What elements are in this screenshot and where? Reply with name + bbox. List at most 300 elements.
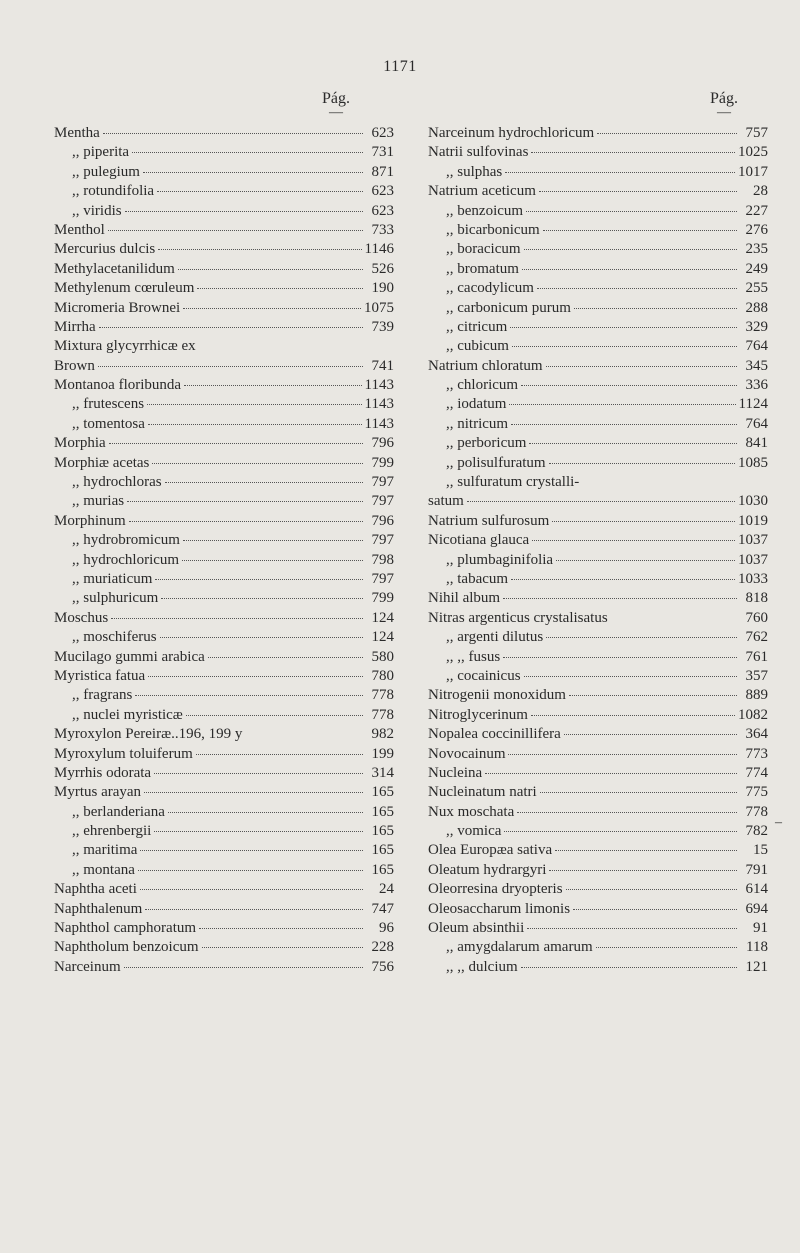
index-entry bbox=[54, 319, 394, 338]
index-entry bbox=[54, 474, 394, 493]
index-entry bbox=[54, 125, 394, 144]
index-entry bbox=[428, 532, 768, 551]
entry-name: ,, tabacum bbox=[446, 570, 509, 587]
dot-leader bbox=[527, 928, 737, 929]
entry-page: 1085 bbox=[738, 454, 768, 471]
entry-page: 796 bbox=[371, 435, 394, 452]
index-entry bbox=[428, 144, 768, 163]
entry-page: 165 bbox=[371, 784, 394, 801]
entry-name: Olea Europæa sativa bbox=[428, 842, 553, 859]
dot-leader bbox=[103, 133, 363, 134]
dot-leader bbox=[132, 152, 363, 153]
index-entry bbox=[428, 358, 768, 377]
entry-page: 364 bbox=[745, 726, 768, 743]
entry-name: ,, murias bbox=[72, 493, 125, 510]
entry-page: 782 bbox=[745, 823, 768, 840]
index-entry bbox=[428, 687, 768, 706]
dot-leader bbox=[546, 366, 737, 367]
entry-name: ,, piperita bbox=[72, 144, 130, 161]
entry-page: 797 bbox=[371, 532, 394, 549]
entry-name: Nucleinatum natri bbox=[428, 784, 537, 801]
entry-name: Nitrogenii monoxidum bbox=[428, 687, 566, 704]
dot-leader bbox=[521, 967, 737, 968]
dot-leader bbox=[138, 870, 363, 871]
index-entry bbox=[54, 261, 394, 280]
index-entry bbox=[428, 183, 768, 202]
dot-leader bbox=[98, 366, 363, 367]
entry-page: 614 bbox=[745, 881, 768, 898]
index-entry bbox=[54, 687, 394, 706]
entry-name: Naphthol camphoratum bbox=[54, 920, 197, 937]
entry-name: ,, benzoicum bbox=[446, 202, 524, 219]
index-entry bbox=[54, 513, 394, 532]
entry-page: 798 bbox=[371, 551, 394, 568]
index-entry bbox=[428, 571, 768, 590]
index-entry bbox=[428, 823, 768, 842]
entry-name: Naphthalenum bbox=[54, 900, 143, 917]
entry-page: 764 bbox=[745, 415, 768, 432]
entry-name: satum bbox=[428, 493, 464, 510]
dot-leader bbox=[508, 754, 737, 755]
dot-leader bbox=[182, 560, 363, 561]
index-entry bbox=[54, 590, 394, 609]
entry-name: Nitras argenticus crystalisatus bbox=[428, 609, 608, 626]
entry-page: 165 bbox=[371, 861, 394, 878]
dot-leader bbox=[140, 889, 363, 890]
entry-name: Oleum absinthii bbox=[428, 920, 525, 937]
index-entry bbox=[428, 338, 768, 357]
entry-name: ,, argenti dilutus bbox=[446, 629, 544, 646]
dot-leader bbox=[556, 560, 735, 561]
dot-leader bbox=[467, 501, 735, 502]
index-entry bbox=[428, 416, 768, 435]
entry-name: ,, plumbaginifolia bbox=[446, 551, 554, 568]
index-entry bbox=[54, 901, 394, 920]
entry-name: ,, perboricum bbox=[446, 435, 527, 452]
entry-page: 1143 bbox=[364, 396, 394, 413]
dot-leader bbox=[148, 424, 362, 425]
dot-leader bbox=[144, 792, 363, 793]
index-entry bbox=[428, 765, 768, 784]
entry-page: 227 bbox=[745, 202, 768, 219]
entry-name: ,, ehrenbergii bbox=[72, 823, 152, 840]
entry-page: 255 bbox=[745, 280, 768, 297]
index-entry bbox=[54, 552, 394, 571]
entry-name: Micromeria Brownei bbox=[54, 299, 181, 316]
dot-leader bbox=[178, 269, 363, 270]
entry-name: Moschus bbox=[54, 609, 109, 626]
entry-name: ,, iodatum bbox=[446, 396, 507, 413]
entry-page: 228 bbox=[371, 939, 394, 956]
dot-leader bbox=[524, 676, 737, 677]
index-entry bbox=[428, 241, 768, 260]
index-entry bbox=[428, 959, 768, 978]
entry-name: Natrium chloratum bbox=[428, 357, 543, 374]
dot-leader bbox=[158, 249, 361, 250]
dot-leader bbox=[160, 637, 363, 638]
page-number: 1171 bbox=[383, 58, 417, 75]
index-entry bbox=[54, 959, 394, 978]
dot-leader bbox=[549, 463, 735, 464]
entry-page: 1143 bbox=[364, 415, 394, 432]
entry-name: Oleosaccharum limonis bbox=[428, 900, 571, 917]
entry-name: ,, cocainicus bbox=[446, 667, 521, 684]
margin-mark: – bbox=[775, 815, 782, 830]
dot-leader bbox=[197, 288, 363, 289]
entry-page: 774 bbox=[745, 764, 768, 781]
entry-page: 841 bbox=[745, 435, 768, 452]
entry-page: 288 bbox=[745, 299, 768, 316]
entry-name: Nucleina bbox=[428, 764, 483, 781]
index-entry bbox=[428, 164, 768, 183]
dot-leader bbox=[152, 463, 363, 464]
index-entry bbox=[54, 939, 394, 958]
index-entry bbox=[428, 377, 768, 396]
entry-page: 741 bbox=[371, 357, 394, 374]
entry-page: 1037 bbox=[738, 532, 768, 549]
dot-leader bbox=[532, 540, 735, 541]
index-entry bbox=[54, 804, 394, 823]
dot-leader bbox=[511, 579, 735, 580]
dot-leader bbox=[509, 404, 735, 405]
dot-leader bbox=[147, 404, 361, 405]
entry-page: 739 bbox=[371, 318, 394, 335]
index-entry bbox=[54, 629, 394, 648]
index-entry bbox=[428, 474, 768, 493]
index-entry bbox=[428, 901, 768, 920]
dot-leader bbox=[129, 521, 363, 522]
index-entry bbox=[54, 300, 394, 319]
entry-page: 345 bbox=[745, 357, 768, 374]
entry-page: 773 bbox=[745, 745, 768, 762]
entry-page: 818 bbox=[745, 590, 768, 607]
dot-leader bbox=[186, 715, 363, 716]
entry-name: Mirrha bbox=[54, 318, 96, 335]
index-entry bbox=[54, 455, 394, 474]
dot-leader bbox=[161, 598, 363, 599]
dot-leader bbox=[183, 308, 361, 309]
entry-name: Natrii sulfovinas bbox=[428, 144, 529, 161]
entry-name: Natrium sulfurosum bbox=[428, 512, 550, 529]
dot-leader bbox=[546, 637, 737, 638]
entry-name: Montanoa floribunda bbox=[54, 377, 182, 394]
entry-name: Nux moschata bbox=[428, 803, 515, 820]
entry-page: 764 bbox=[745, 338, 768, 355]
entry-name: Nitroglycerinum bbox=[428, 706, 528, 723]
entry-page: 791 bbox=[745, 861, 768, 878]
dot-leader bbox=[539, 191, 737, 192]
entry-name: Mercurius dulcis bbox=[54, 241, 156, 258]
entry-name: ,, polisulfuratum bbox=[446, 454, 546, 471]
column-header-left bbox=[322, 90, 350, 118]
dot-leader bbox=[145, 909, 363, 910]
dot-leader bbox=[154, 773, 363, 774]
index-entry bbox=[54, 726, 394, 745]
index-entry bbox=[54, 416, 394, 435]
index-entry bbox=[54, 164, 394, 183]
entry-page: 165 bbox=[371, 823, 394, 840]
dot-leader bbox=[503, 657, 737, 658]
entry-name: ,, bicarbonicum bbox=[446, 221, 540, 238]
index-entry bbox=[54, 396, 394, 415]
dot-leader bbox=[596, 947, 737, 948]
entry-page: 799 bbox=[371, 590, 394, 607]
dot-leader bbox=[543, 230, 737, 231]
dot-leader bbox=[184, 385, 361, 386]
entry-name: ,, tomentosa bbox=[72, 415, 145, 432]
entry-page: 1017 bbox=[738, 163, 768, 180]
dot-leader bbox=[531, 715, 735, 716]
index-entry bbox=[428, 590, 768, 609]
entry-page: 1075 bbox=[364, 299, 394, 316]
entry-page: 1019 bbox=[738, 512, 768, 529]
index-entry bbox=[54, 707, 394, 726]
entry-name: ,, pulegium bbox=[72, 163, 140, 180]
index-entry bbox=[54, 144, 394, 163]
entry-name: ,, sulphas bbox=[446, 163, 503, 180]
entry-name: Mixtura glycyrrhicæ ex bbox=[54, 338, 196, 355]
index-entry bbox=[428, 552, 768, 571]
index-entry bbox=[428, 881, 768, 900]
index-entry bbox=[428, 726, 768, 745]
index-entry bbox=[54, 435, 394, 454]
entry-page: 336 bbox=[745, 377, 768, 394]
entry-page: 91 bbox=[753, 920, 768, 937]
entry-name: ,, hydrochloras bbox=[72, 474, 162, 491]
index-entry bbox=[428, 862, 768, 881]
entry-page: 1037 bbox=[738, 551, 768, 568]
entry-name: Methylacetanilidum bbox=[54, 260, 175, 277]
entry-page: 756 bbox=[371, 958, 394, 975]
entry-name: ,, sulphuricum bbox=[72, 590, 159, 607]
index-entry bbox=[54, 571, 394, 590]
index-column-left bbox=[54, 125, 394, 978]
index-entry bbox=[428, 203, 768, 222]
entry-page: 526 bbox=[371, 260, 394, 277]
entry-page: 761 bbox=[745, 648, 768, 665]
entry-name: ,, citricum bbox=[446, 318, 508, 335]
dot-leader bbox=[157, 191, 363, 192]
index-entry bbox=[428, 280, 768, 299]
entry-page: 778 bbox=[371, 687, 394, 704]
index-entry bbox=[428, 707, 768, 726]
entry-page: 96 bbox=[379, 920, 394, 937]
entry-name: ,, bromatum bbox=[446, 260, 519, 277]
entry-page: 623 bbox=[371, 125, 394, 141]
index-entry bbox=[54, 649, 394, 668]
dot-leader bbox=[549, 870, 737, 871]
dot-leader bbox=[504, 831, 737, 832]
index-entry bbox=[54, 610, 394, 629]
entry-name: Morphia bbox=[54, 435, 106, 452]
index-entry bbox=[428, 842, 768, 861]
dot-leader bbox=[109, 443, 363, 444]
entry-name: Morphiæ acetas bbox=[54, 454, 150, 471]
entry-page: 165 bbox=[371, 803, 394, 820]
dot-leader bbox=[526, 211, 737, 212]
entry-page: 760 bbox=[745, 609, 768, 626]
dot-leader bbox=[573, 909, 737, 910]
entry-name: ,, cacodylicum bbox=[446, 280, 534, 297]
entry-page: 276 bbox=[745, 221, 768, 238]
entry-name: ,, hydrobromicum bbox=[72, 532, 180, 549]
index-entry bbox=[54, 862, 394, 881]
dot-leader bbox=[521, 385, 737, 386]
dot-leader bbox=[485, 773, 737, 774]
entry-page: 1030 bbox=[738, 493, 768, 510]
index-column-right bbox=[428, 125, 768, 978]
entry-page: 778 bbox=[745, 803, 768, 820]
entry-page: 797 bbox=[371, 474, 394, 491]
index-entry bbox=[54, 222, 394, 241]
entry-page: 1033 bbox=[738, 570, 768, 587]
dot-leader bbox=[531, 152, 735, 153]
index-entry bbox=[54, 377, 394, 396]
entry-page: 731 bbox=[371, 144, 394, 161]
header-rule: — bbox=[717, 105, 731, 120]
dot-leader bbox=[597, 133, 737, 134]
entry-page: 357 bbox=[745, 667, 768, 684]
entry-name: Morphinum bbox=[54, 512, 126, 529]
dot-leader bbox=[135, 695, 363, 696]
index-entry bbox=[428, 920, 768, 939]
entry-name: ,, amygdalarum amarum bbox=[446, 939, 593, 956]
entry-name: ,, vomica bbox=[446, 823, 502, 840]
entry-page: 118 bbox=[746, 939, 768, 956]
dot-leader bbox=[127, 501, 363, 502]
entry-name: Naphtha aceti bbox=[54, 881, 137, 898]
entry-page: 1146 bbox=[364, 241, 394, 258]
entry-name: ,, nuclei myristicæ bbox=[72, 706, 183, 723]
dot-leader bbox=[111, 618, 363, 619]
dot-leader bbox=[154, 831, 363, 832]
index-entry bbox=[428, 804, 768, 823]
entry-name: Narceinum bbox=[54, 958, 121, 975]
index-entry bbox=[428, 396, 768, 415]
dot-leader bbox=[183, 540, 363, 541]
dot-leader bbox=[125, 211, 363, 212]
index-entry bbox=[428, 668, 768, 687]
entry-name: Narceinum hydrochloricum bbox=[428, 125, 595, 141]
entry-page: 249 bbox=[745, 260, 768, 277]
index-entry bbox=[428, 319, 768, 338]
index-entry bbox=[428, 649, 768, 668]
entry-page: 762 bbox=[745, 629, 768, 646]
entry-name: Oleorresina dryopteris bbox=[428, 881, 563, 898]
entry-page: 1025 bbox=[738, 144, 768, 161]
entry-page: 1124 bbox=[738, 396, 768, 413]
dot-leader bbox=[208, 657, 363, 658]
entry-name: ,, carbonicum purum bbox=[446, 299, 571, 316]
index-entry bbox=[428, 746, 768, 765]
entry-name: Nicotiana glauca bbox=[428, 532, 530, 549]
dot-leader bbox=[202, 947, 363, 948]
dot-leader bbox=[540, 792, 737, 793]
index-entry bbox=[54, 358, 394, 377]
entry-name: Mentha bbox=[54, 125, 100, 141]
dot-leader bbox=[99, 327, 363, 328]
entry-page: 121 bbox=[745, 958, 768, 975]
dot-leader bbox=[564, 734, 737, 735]
column-header-label: Pág. bbox=[710, 90, 738, 107]
dot-leader bbox=[199, 928, 363, 929]
entry-page: 124 bbox=[371, 609, 394, 626]
entry-name: Myroxylum toluiferum bbox=[54, 745, 193, 762]
entry-page: 733 bbox=[371, 221, 394, 238]
dot-leader bbox=[517, 812, 737, 813]
entry-name: ,, hydrochloricum bbox=[72, 551, 180, 568]
entry-name: ,, nitricum bbox=[446, 415, 509, 432]
entry-page: 694 bbox=[745, 900, 768, 917]
dot-leader bbox=[503, 598, 737, 599]
dot-leader bbox=[566, 889, 737, 890]
entry-page: 314 bbox=[371, 764, 394, 781]
entry-name: ,, maritima bbox=[72, 842, 138, 859]
dot-leader bbox=[140, 850, 363, 851]
index-entry bbox=[54, 920, 394, 939]
index-entry bbox=[54, 493, 394, 512]
entry-page: 24 bbox=[379, 881, 394, 898]
entry-page: 797 bbox=[371, 493, 394, 510]
entry-name: Menthol bbox=[54, 221, 105, 238]
dot-leader bbox=[155, 579, 363, 580]
entry-name: ,, cubicum bbox=[446, 338, 509, 355]
dot-leader bbox=[108, 230, 363, 231]
entry-page: 982 bbox=[371, 726, 394, 743]
index-entry bbox=[54, 338, 394, 357]
entry-page: 199 bbox=[371, 745, 394, 762]
entry-name: ,, ,, dulcium bbox=[446, 958, 518, 975]
dot-leader bbox=[168, 812, 363, 813]
entry-page: 797 bbox=[371, 570, 394, 587]
entry-name: Oleatum hydrargyri bbox=[428, 861, 547, 878]
index-entry bbox=[428, 513, 768, 532]
dot-leader bbox=[143, 172, 363, 173]
entry-name: Nihil album bbox=[428, 590, 501, 607]
index-entry bbox=[54, 532, 394, 551]
index-entry bbox=[428, 784, 768, 803]
entry-page: 871 bbox=[371, 163, 394, 180]
entry-page: 165 bbox=[371, 842, 394, 859]
entry-name: ,, muriaticum bbox=[72, 570, 153, 587]
index-entry bbox=[54, 241, 394, 260]
entry-page: 799 bbox=[371, 454, 394, 471]
dot-leader bbox=[529, 443, 737, 444]
entry-page: 757 bbox=[745, 125, 768, 141]
index-entry bbox=[428, 125, 768, 144]
index-entry bbox=[428, 455, 768, 474]
index-entry bbox=[428, 493, 768, 512]
entry-name: Mucilago gummi arabica bbox=[54, 648, 205, 665]
entry-page: 235 bbox=[745, 241, 768, 258]
entry-name: Brown bbox=[54, 357, 95, 374]
index-entry bbox=[428, 435, 768, 454]
entry-page: 15 bbox=[753, 842, 768, 859]
index-entry bbox=[54, 746, 394, 765]
entry-name: Novocainum bbox=[428, 745, 506, 762]
entry-page: 780 bbox=[371, 667, 394, 684]
entry-name: ,, montana bbox=[72, 861, 135, 878]
dot-leader bbox=[552, 521, 735, 522]
entry-page: 329 bbox=[745, 318, 768, 335]
entry-page: 1143 bbox=[364, 377, 394, 394]
entry-page: 778 bbox=[371, 706, 394, 723]
entry-name: ,, chloricum bbox=[446, 377, 519, 394]
entry-name: Myrrhis odorata bbox=[54, 764, 152, 781]
entry-name: Myrtus arayan bbox=[54, 784, 142, 801]
entry-name: ,, moschiferus bbox=[72, 629, 157, 646]
dot-leader bbox=[148, 676, 363, 677]
